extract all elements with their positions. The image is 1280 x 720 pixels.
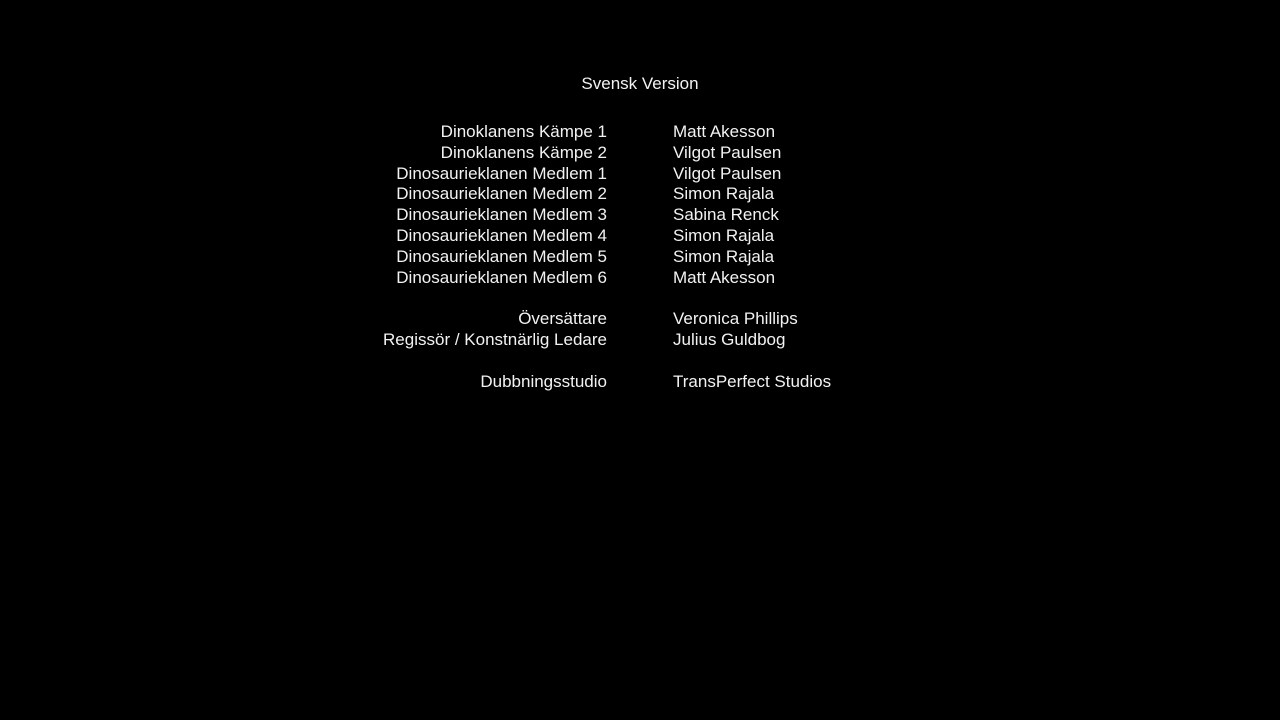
credit-role: Dinosaurieklanen Medlem 2 xyxy=(396,184,607,204)
credit-role: Dinoklanens Kämpe 1 xyxy=(440,122,607,141)
credits-heading: Svensk Version xyxy=(581,74,699,93)
credit-row xyxy=(0,372,1280,393)
credit-row xyxy=(0,309,1280,330)
credit-name: Matt Akesson xyxy=(673,122,776,141)
credit-name: Simon Rajala xyxy=(673,246,775,266)
credit-row xyxy=(0,226,1280,247)
credit-name: TransPerfect Studios xyxy=(673,372,832,391)
credits-group-cast xyxy=(0,122,1280,288)
credit-row xyxy=(0,205,1280,226)
credit-role: Dubbningsstudio xyxy=(480,372,607,391)
credit-role: Dinosaurieklanen Medlem 3 xyxy=(396,205,607,225)
credit-role: Dinosaurieklanen Medlem 5 xyxy=(396,246,607,266)
credit-role: Regissör / Konstnärlig Ledare xyxy=(383,329,607,349)
credits-group-studio xyxy=(0,372,1280,393)
credit-row xyxy=(0,247,1280,268)
credit-name: Simon Rajala xyxy=(673,225,775,245)
credit-row xyxy=(0,330,1280,351)
credit-name: Veronica Phillips xyxy=(673,309,798,328)
credit-row xyxy=(0,164,1280,185)
credit-name: Julius Guldbog xyxy=(673,329,786,349)
credits-group-crew xyxy=(0,309,1280,351)
credit-name: Sabina Renck xyxy=(673,205,779,225)
credit-role: Dinoklanens Kämpe 2 xyxy=(440,142,607,162)
credit-row xyxy=(0,122,1280,143)
credit-name: Matt Akesson xyxy=(673,267,776,287)
credit-role: Översättare xyxy=(518,309,607,328)
credit-row xyxy=(0,143,1280,164)
credit-row xyxy=(0,184,1280,205)
credit-name: Vilgot Paulsen xyxy=(673,163,782,183)
credit-role: Dinosaurieklanen Medlem 1 xyxy=(396,163,607,183)
credit-role: Dinosaurieklanen Medlem 4 xyxy=(396,225,607,245)
credit-name: Simon Rajala xyxy=(673,184,775,204)
credit-role: Dinosaurieklanen Medlem 6 xyxy=(396,267,607,287)
credit-name: Vilgot Paulsen xyxy=(673,142,782,162)
credit-row xyxy=(0,268,1280,289)
